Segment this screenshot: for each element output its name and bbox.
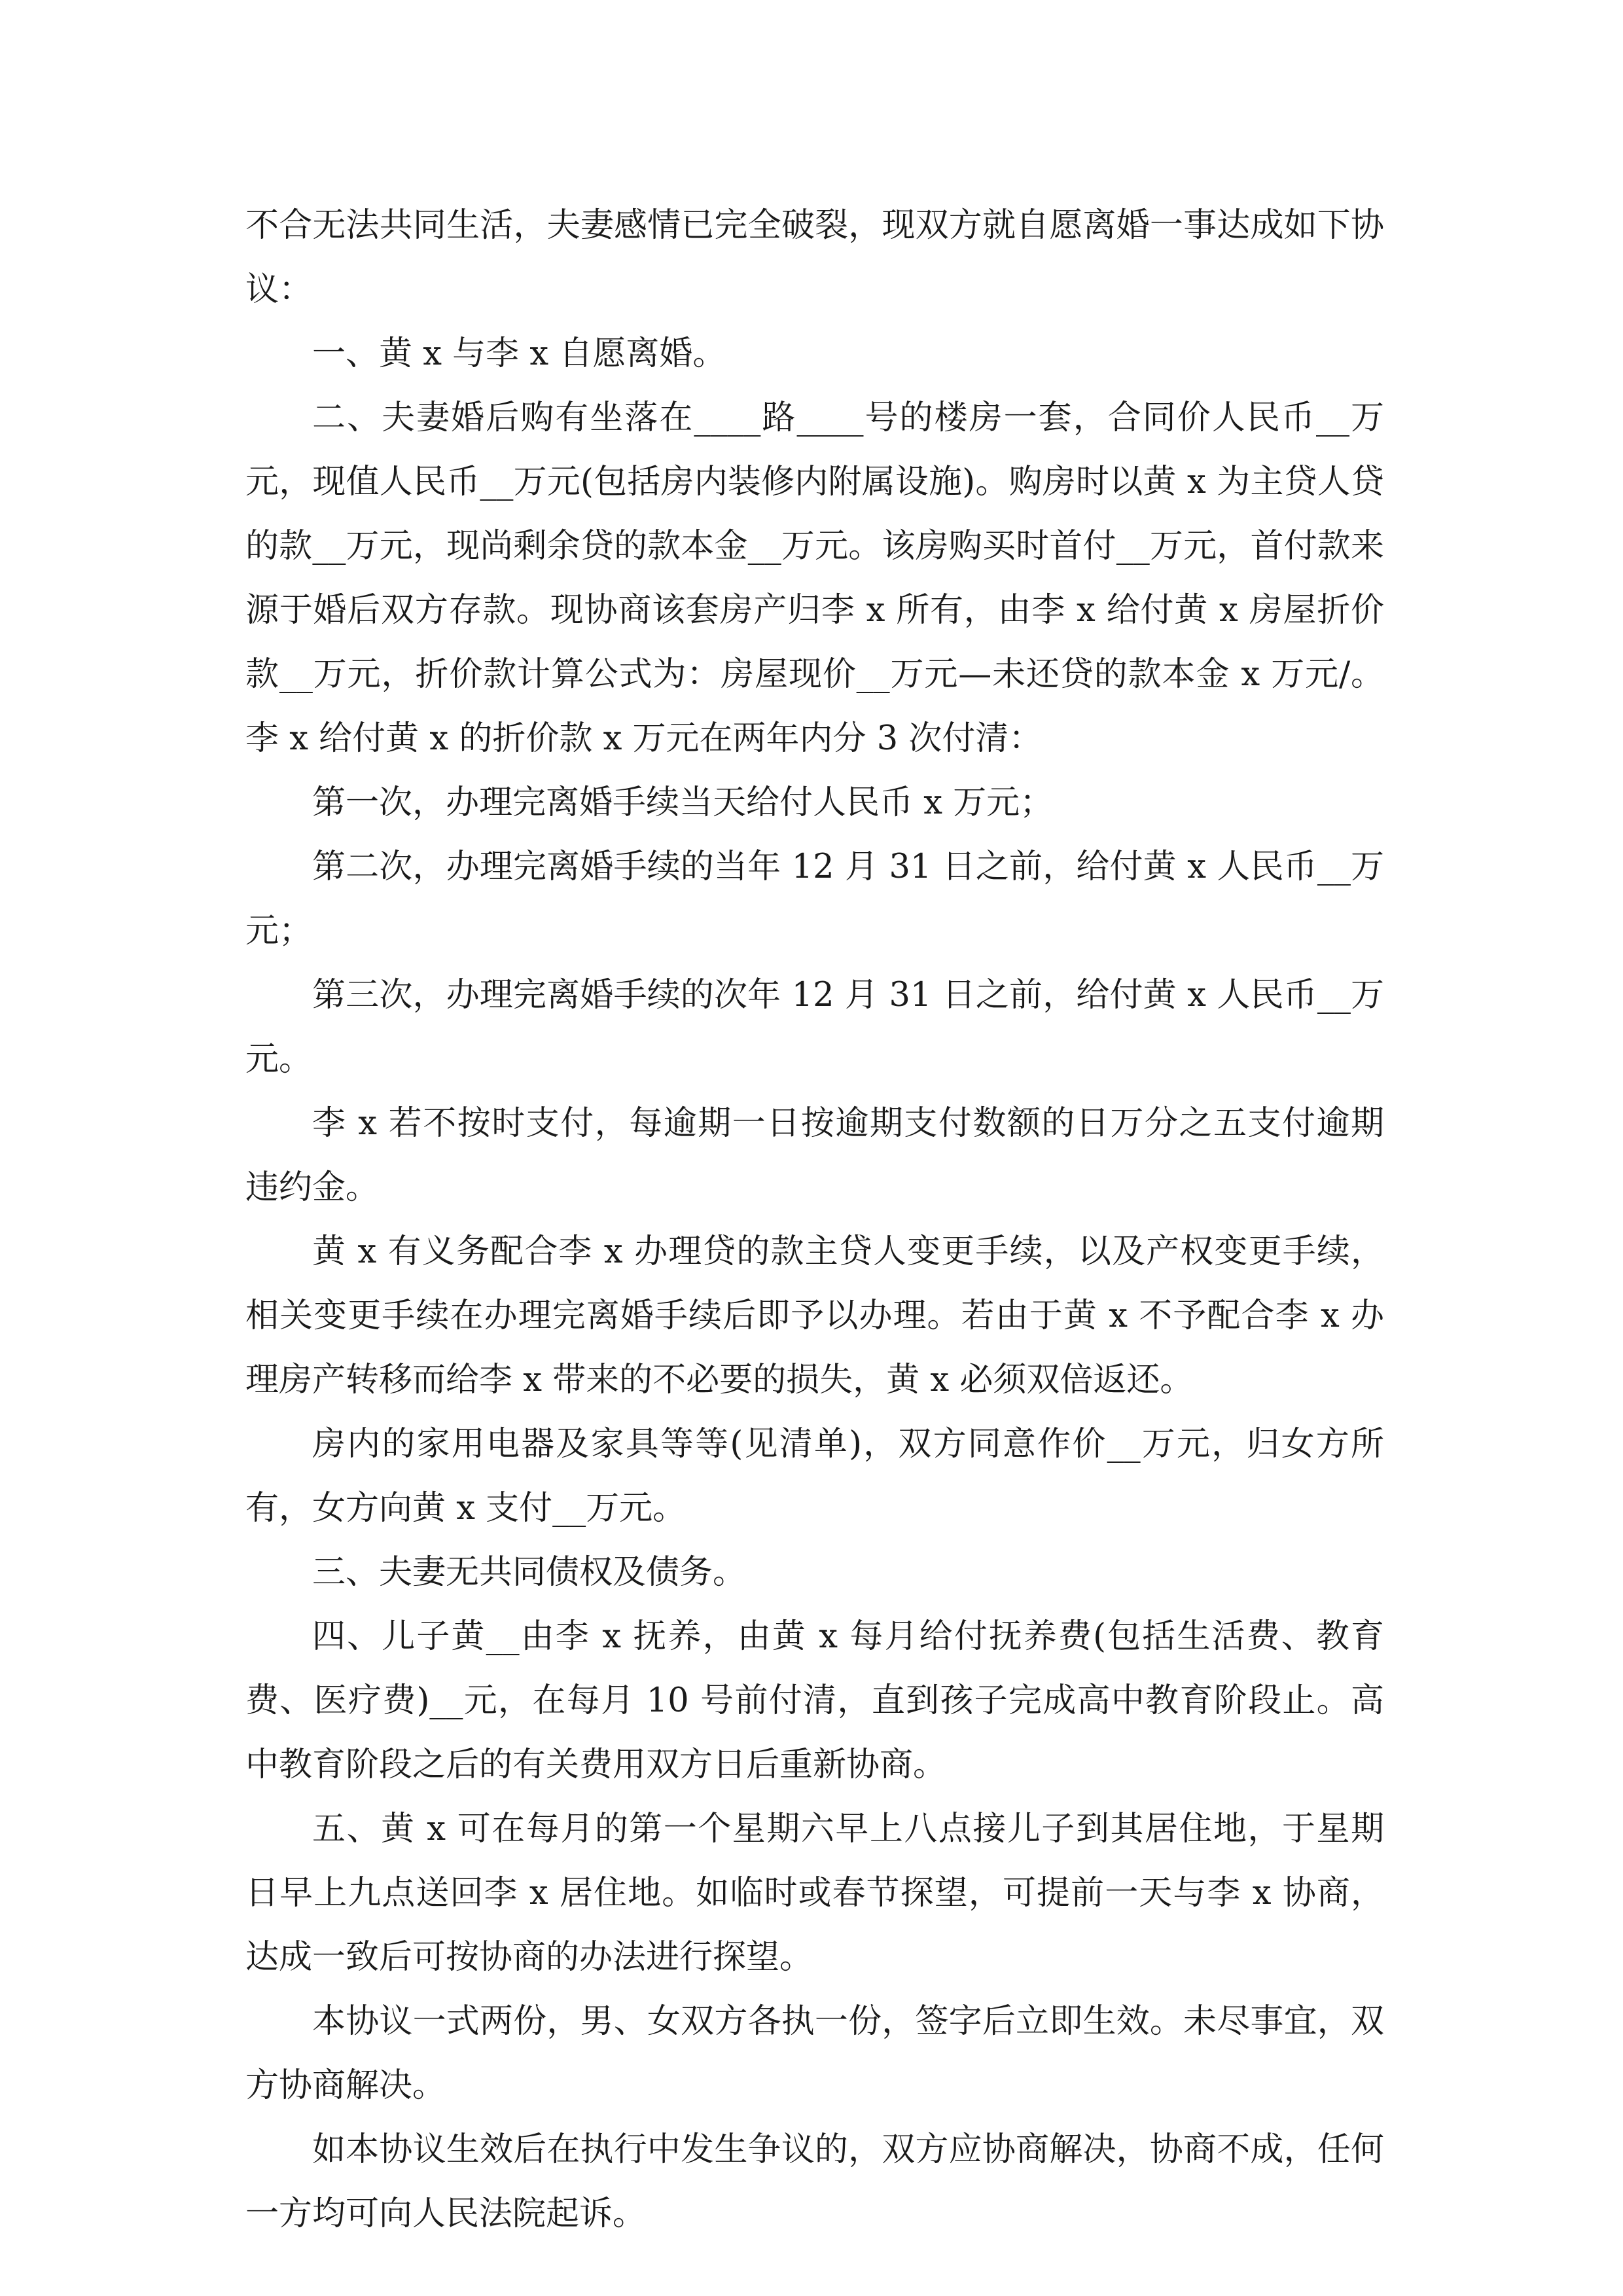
paragraph-copies: 本协议一式两份，男、女双方各执一份，签字后立即生效。未尽事宜，双方协商解决。 (245, 2002, 1384, 2105)
paragraph-clause-5-visitation: 五、黄 x 可在每月的第一个星期六早上八点接儿子到其居住地，于星期日早上九点送回李 x 居住地。如临时或春节探望，可提前一天与李 x 协商，达成一致后可按协商的办法进行探望。 (245, 1810, 1384, 1977)
paragraph-dispute: 如本协议生效后在执行中发生争议的，双方应协商解决，协商不成，任何一方均可向人民法院起诉。 (245, 2130, 1384, 2233)
paragraph-loan-transfer: 黄 x 有义务配合李 x 办理贷的款主贷人变更手续，以及产权变更手续，相关变更手续在办理完离婚手续后即予以办理。若由于黄 x 不予配合李 x 办理房产转移而给李 x 带来的不必要的损失，黄 x 必须双倍返还。 (245, 1232, 1384, 1399)
paragraph-intro-continuation: 不合无法共同生活，夫妻感情已完全破裂，现双方就自愿离婚一事达成如下协议： (245, 206, 1384, 309)
document-body (245, 194, 1384, 2246)
paragraph-clause-2-property: 二、夫妻婚后购有坐落在____路____号的楼房一套，合同价人民币__万元，现值人民币__万元(包括房内装修内附属设施)。购房时以黄 x 为主贷人贷的款__万元，现尚剩余贷的款本金__万元。该房购买时首付__万元，首付款来源于婚后双方存款。现协商该套房产归李 x 所有，由李 x 给付黄 x 房屋折价款__万元，折价款计算公式为：房屋现价__万元—未还贷的款本金 x 万元/。李 x 给付黄 x 的折价款 x 万元在两年内分 3 次付清： (245, 399, 1384, 758)
paragraph-clause-4-custody: 四、儿子黄__由李 x 抚养，由黄 x 每月给付抚养费(包括生活费、教育费、医疗费)__元，在每月 10 号前付清，直到孩子完成高中教育阶段止。高中教育阶段之后的有关费用双方日后重新协商。 (245, 1617, 1384, 1784)
paragraph-payment-3: 第三次，办理完离婚手续的次年 12 月 31 日之前，给付黄 x 人民币__万元。 (245, 976, 1384, 1079)
paragraph-payment-1: 第一次，办理完离婚手续当天给付人民币 x 万元； (312, 783, 1054, 822)
paragraph-clause-3-debts: 三、夫妻无共同债权及债务。 (312, 1553, 747, 1592)
paragraph-clause-1: 一、黄 x 与李 x 自愿离婚。 (312, 334, 726, 373)
paragraph-payment-2: 第二次，办理完离婚手续的当年 12 月 31 日之前，给付黄 x 人民币__万元； (245, 848, 1384, 950)
paragraph-appliances: 房内的家用电器及家具等等(见清单)，双方同意作价__万元，归女方所有，女方向黄 x 支付__万元。 (245, 1425, 1384, 1528)
paragraph-late-penalty: 李 x 若不按时支付，每逾期一日按逾期支付数额的日万分之五支付逾期违约金。 (245, 1104, 1384, 1207)
